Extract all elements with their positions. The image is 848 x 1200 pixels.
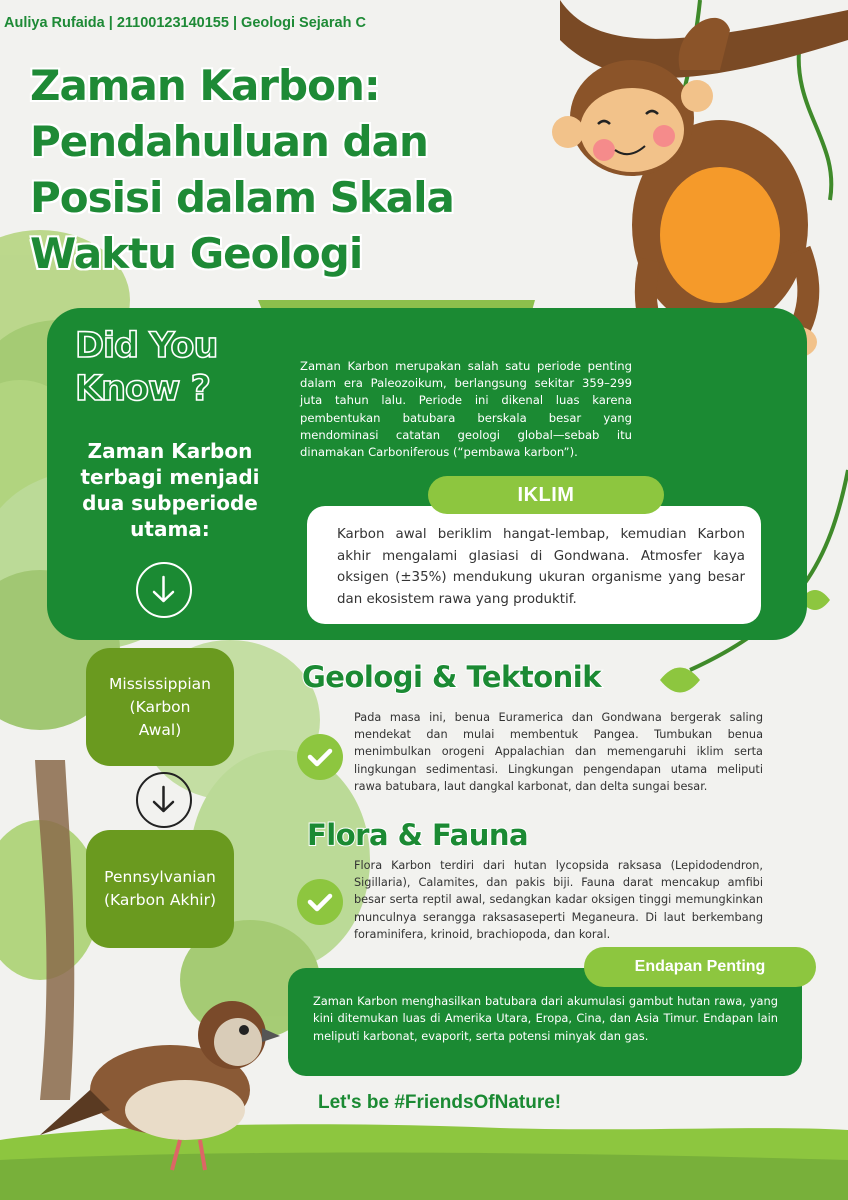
geologi-heading: Geologi & Tektonik	[302, 660, 601, 694]
did-you-know-line1: Did You	[75, 326, 218, 366]
arrow-down-icon	[138, 564, 189, 615]
flora-heading: Flora & Fauna	[307, 818, 529, 852]
flora-text: Flora Karbon terdiri dari hutan lycopsida raksasa (Lepidodendron, Sigillaria), Calamites, dan pakis biji. Fauna darat mencakup amfibi besar serta reptil awal, sedangkan kadar oksigen tinggi memungkinkan munculnya serangga raksasaseperti Meganeura. Di laut berkembang foraminifera, krinoid, brachiopoda, dan koral.	[354, 859, 763, 941]
arrow-down-circle-icon	[136, 562, 192, 618]
arrow-down-icon	[138, 774, 189, 825]
check-icon	[297, 734, 343, 780]
grass-shadow	[0, 1153, 848, 1200]
subperiod-name: Pennsylvanian	[104, 868, 216, 886]
author-line: Auliya Rufaida | 21100123140155 | Geologi Sejarah C	[4, 15, 366, 31]
endapan-text: Zaman Karbon menghasilkan batubara dari akumulasi gambut hutan rawa, yang kini ditemukan luas di Amerika Utara, Eropa, Cina, dan Asia Timur. Endapan lain meliputi karbonat, evaporit, serta potensi minyak dan gas.	[313, 994, 778, 1043]
leaf-icon	[660, 668, 700, 693]
iklim-label: IKLIM	[428, 476, 664, 514]
intro-paragraph: Zaman Karbon merupakan salah satu periode penting dalam era Paleozoikum, berlangsung sekitar 359–299 juta tahun lalu. Periode ini dikenal luas karena pembentukan batubara berskala besar yang mendominasi catatan geologi global—sebab itu dinamakan Carboniferous (“pembawa karbon”).	[300, 359, 632, 460]
subperiod-detail: (Karbon	[129, 697, 191, 716]
iklim-text: Karbon awal beriklim hangat-lembap, kemudian Karbon akhir mengalami glasiasi di Gondwana. Atmosfer kaya oksigen (±35%) mendukung ukuran organisme yang besar dan ekosistem rawa yang produktif.	[337, 527, 745, 607]
subperiod-pennsylvanian	[86, 830, 234, 948]
arrow-down-circle-icon	[136, 772, 192, 828]
subperiod-mississippian	[86, 648, 234, 766]
did-you-know-line2: Know ?	[75, 369, 210, 409]
geologi-text: Pada masa ini, benua Euramerica dan Gondwana bergerak saling mendekat dan mulai membentuk Pangea. Tumbukan benua menimbulkan orogeni Appalachian dan memengaruhi iklim serta lingkungan sedimentasi. Lingkungan pengendapan utama meliputi rawa batubara, laut dangkal karbonat, dan delta sungai besar.	[354, 711, 763, 793]
iklim-box	[307, 506, 761, 624]
did-you-know-heading	[75, 325, 275, 411]
subperiod-detail: (Karbon Akhir)	[103, 891, 216, 909]
check-icon	[297, 879, 343, 925]
endapan-label: Endapan Penting	[584, 947, 816, 987]
subperiod-name: Mississippian	[109, 674, 211, 693]
page-title: Zaman Karbon: Pendahuluan dan Posisi dalam Skala Waktu Geologi	[30, 61, 454, 278]
subperiod-intro: Zaman Karbon terbagi menjadi dua subperiode utama:	[80, 439, 260, 541]
closing-slogan: Let's be #FriendsOfNature!	[318, 1092, 562, 1113]
subperiod-detail: Awal)	[138, 720, 182, 739]
